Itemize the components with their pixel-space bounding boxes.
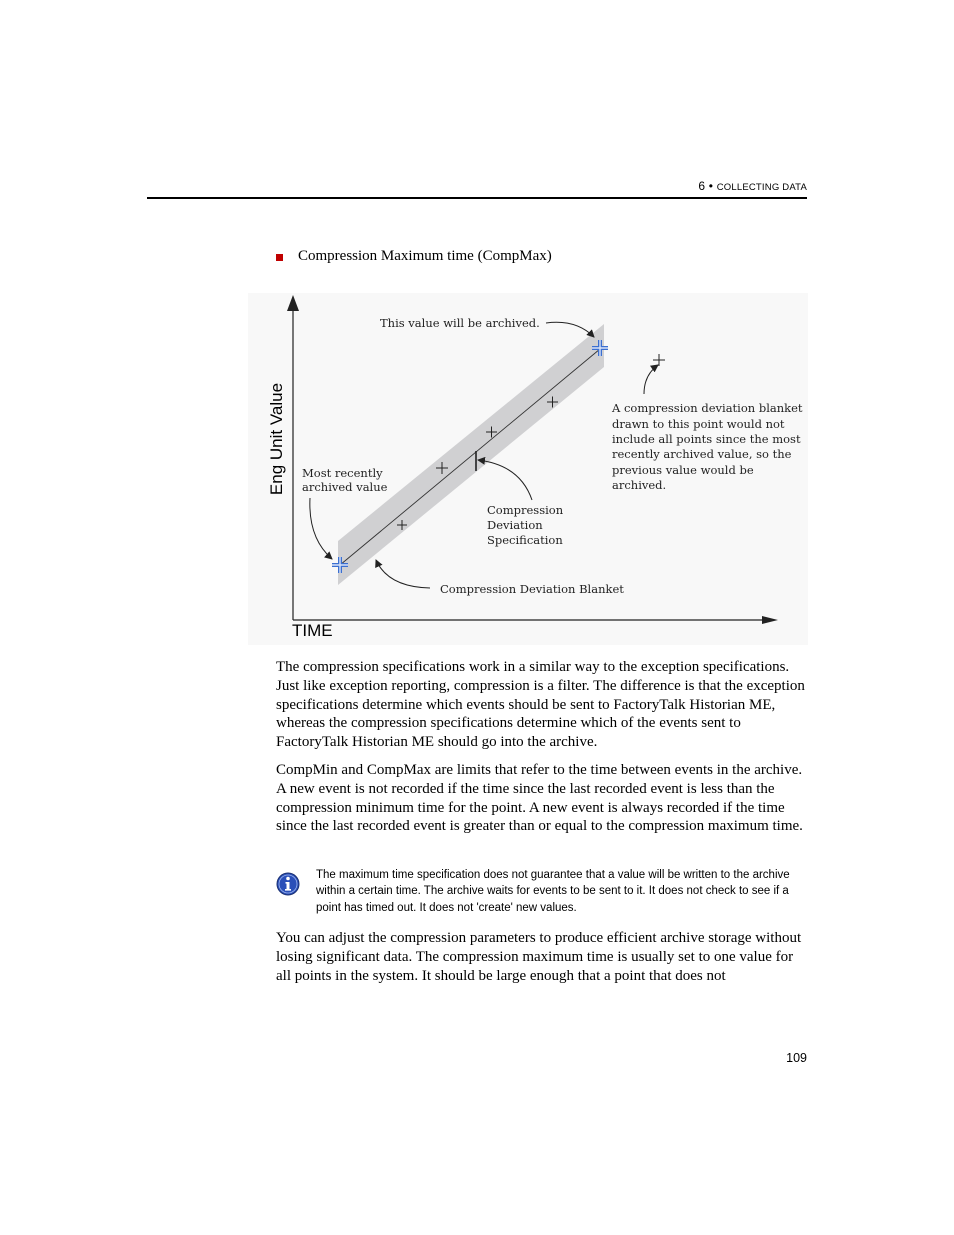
running-header — [147, 175, 807, 199]
annotation-blanket-note: A compression deviation blanket drawn to this point would not include all points since the most recently archived value, so the previous value would be archived. — [612, 401, 803, 492]
compression-diagram — [248, 293, 808, 645]
annotation-spec: Compression Deviation Specification — [487, 503, 564, 547]
paragraph-compmin-compmax: CompMin and CompMax are limits that refer to the time between events in the archive. A new event is not recorded if the time since the last recorded event is less than the compression minimum time for the point. A new event is always recorded if the time since the last recorded event is greater than or equal to the compression maximum time. — [276, 762, 803, 835]
note-text: The maximum time specification does not guarantee that a value will be written to the archive within a certain time. The archive waits for events to be sent to it. It does not check to see if a point has timed out. It does not 'create' new values. — [316, 869, 790, 914]
bullet-text: Compression Maximum time (CompMax) — [298, 248, 552, 264]
chapter-number: 6 • — [698, 179, 714, 193]
info-icon — [276, 872, 300, 896]
bullet-square-icon — [276, 254, 283, 261]
bullet-item — [276, 248, 552, 265]
annotation-recent: Most recently archived value — [302, 466, 388, 494]
info-note — [276, 867, 808, 919]
page-number: 109 — [786, 1051, 807, 1065]
header-text — [698, 179, 807, 193]
paragraph-compression-intro: The compression specifications work in a similar way to the exception specifications. Just like exception reporting, compression is a filter. The difference is that the exception specifications determine which events should be sent to FactoryTalk Historian ME, whereas the compression specifications determine which of the events sent to FactoryTalk Historian ME should go into the archive. — [276, 659, 805, 751]
x-axis-label: TIME — [292, 621, 333, 640]
annotation-archived: This value will be archived. — [380, 316, 540, 330]
diagram-svg — [248, 293, 808, 645]
annotation-blanket-label: Compression Deviation Blanket — [440, 582, 624, 596]
y-axis-label: Eng Unit Value — [267, 382, 286, 496]
paragraph-adjust-parameters: You can adjust the compression parameters to produce efficient archive storage without losing significant data. The compression maximum time is usually set to one value for all points in the system. It should be large enough that a point that does not — [276, 930, 802, 984]
chapter-title: COLLECTING DATA — [716, 182, 807, 193]
